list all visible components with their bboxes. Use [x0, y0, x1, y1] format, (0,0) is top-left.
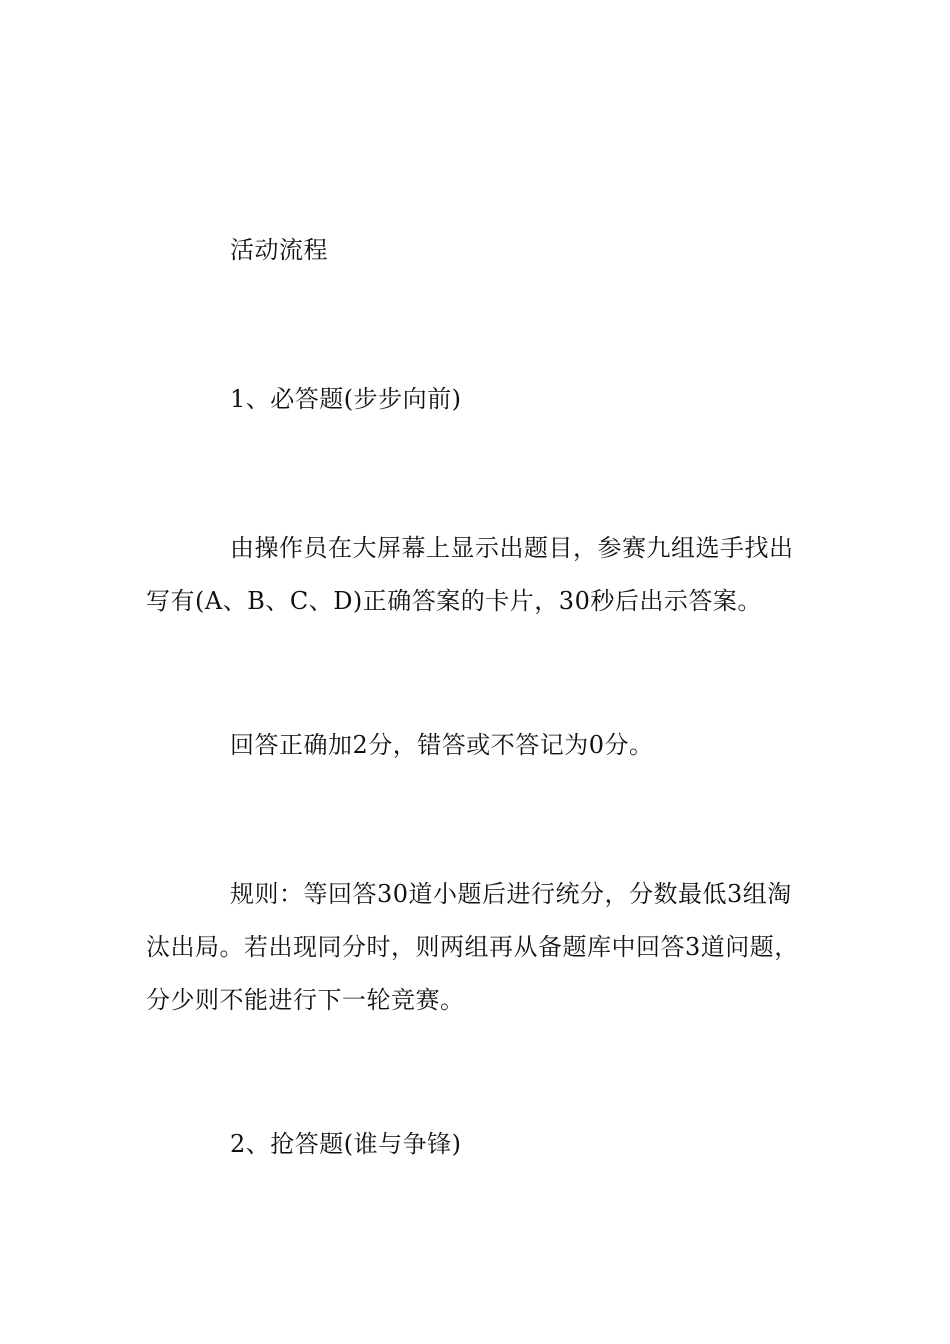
- paragraph-scoring: 回答正确加2分，错答或不答记为0分。: [230, 731, 654, 759]
- paragraph-procedure: 由操作员在大屏幕上显示出题目，参赛九组选手找出写有(A、B、C、D)正确答案的卡片，30秒后出示答案。: [146, 534, 794, 615]
- section-heading-activity-flow: 活动流程: [230, 236, 328, 264]
- section-heading-quick-answer: 2、抢答题(谁与争锋): [230, 1130, 462, 1158]
- section-heading-required-questions: 1、必答题(步步向前): [230, 385, 462, 413]
- paragraph-rules: 规则：等回答30道小题后进行统分，分数最低3组淘汰出局。若出现同分时，则两组再从备题库中回答3道问题，分少则不能进行下一轮竞赛。: [146, 880, 799, 1014]
